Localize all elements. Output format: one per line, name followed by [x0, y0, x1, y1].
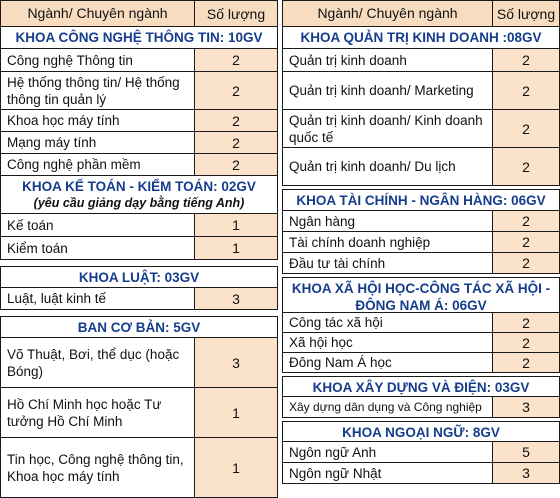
- row-name: Quản trị kinh doanh/ Kinh doanh quốc tế: [282, 110, 492, 147]
- section-title: KHOA QUẢN TRỊ KINH DOANH :08GV: [282, 27, 560, 49]
- section-title: KHOA XÃ HỘI HỌC-CÔNG TÁC XÃ HỘI - ĐÔNG NAM Á: 06GV: [282, 277, 560, 313]
- row-name: Hệ thống thông tin/ Hệ thống thông tin quản lý: [0, 72, 194, 109]
- row-count: 2: [194, 49, 278, 71]
- row-count: 3: [194, 288, 278, 309]
- table-row: [0, 49, 278, 72]
- table-row: [0, 72, 278, 110]
- row-count: 2: [492, 353, 560, 372]
- row-name: Công tác xã hội: [282, 313, 492, 332]
- row-count: 3: [492, 397, 560, 417]
- row-name: Hồ Chí Minh học hoặc Tư tưởng Hồ Chí Minh: [0, 388, 194, 437]
- table-row: [282, 253, 560, 274]
- row-count: 2: [492, 232, 560, 252]
- row-count: 3: [194, 338, 278, 387]
- row-name: Ngân hàng: [282, 211, 492, 231]
- row-count: 2: [492, 333, 560, 352]
- table-row: [0, 110, 278, 132]
- section-title: KHOA KẾ TOÁN - KIỂM TOÁN: 02GV: [22, 179, 256, 194]
- left-table: [0, 0, 278, 498]
- table-row: [282, 333, 560, 353]
- row-name: Xây dựng dân dụng và Công nghiệp: [282, 397, 492, 417]
- section-subtitle: (yêu cầu giảng dạy bằng tiếng Anh): [33, 196, 245, 210]
- row-count: 2: [194, 154, 278, 175]
- row-count: 2: [194, 110, 278, 131]
- table-row: [0, 154, 278, 176]
- table-row: [0, 214, 278, 237]
- row-name: Kiểm toán: [0, 237, 194, 259]
- table-row: [0, 288, 278, 310]
- table-row: [282, 442, 560, 463]
- header-row: [282, 1, 560, 27]
- table-row: [282, 313, 560, 333]
- row-name: Mạng máy tính: [0, 132, 194, 153]
- row-count: 2: [492, 148, 560, 185]
- row-count: 5: [492, 442, 560, 462]
- row-name: Luật, luật kinh tế: [0, 288, 194, 309]
- row-count: 1: [194, 214, 278, 236]
- row-name: Khoa học máy tính: [0, 110, 194, 131]
- row-name: Quản trị kinh doanh/ Du lịch: [282, 148, 492, 185]
- row-count: 2: [492, 313, 560, 332]
- row-name: Công nghệ Thông tin: [0, 49, 194, 71]
- header-name: Ngành/ Chuyên ngành: [282, 1, 492, 26]
- row-count: 2: [492, 49, 560, 71]
- row-count: 1: [194, 237, 278, 259]
- section-title: BAN CƠ BẢN: 5GV: [0, 316, 278, 338]
- row-name: Võ Thuật, Bơi, thể dục (hoặc Bóng): [0, 338, 194, 387]
- header-name: Ngành/ Chuyên ngành: [0, 1, 194, 26]
- table-row: [282, 211, 560, 232]
- table-row: [0, 338, 278, 388]
- table-row: [282, 148, 560, 186]
- row-name: Đông Nam Á học: [282, 353, 492, 372]
- right-table: [282, 0, 560, 484]
- row-count: 1: [194, 388, 278, 437]
- table-row: [0, 438, 278, 498]
- row-name: Quản trị kinh doanh: [282, 49, 492, 71]
- row-count: 2: [492, 110, 560, 147]
- table-row: [282, 463, 560, 484]
- row-name: Ngôn ngữ Nhật: [282, 463, 492, 483]
- header-count: Số lượng: [492, 1, 560, 26]
- row-name: Tin học, Công nghệ thông tin, Khoa học máy tính: [0, 438, 194, 497]
- section-title: KHOA LUẬT: 03GV: [0, 266, 278, 288]
- table-row: [282, 397, 560, 418]
- row-count: 2: [492, 253, 560, 273]
- row-count: 2: [194, 72, 278, 109]
- table-row: [282, 49, 560, 72]
- header-row: [0, 1, 278, 27]
- table-row: [0, 237, 278, 260]
- row-name: Đầu tư tài chính: [282, 253, 492, 273]
- table-row: [282, 232, 560, 253]
- row-name: Quản trị kinh doanh/ Marketing: [282, 72, 492, 109]
- section-title: KHOA NGOẠI NGỮ: 8GV: [282, 421, 560, 442]
- row-name: Tài chính doanh nghiệp: [282, 232, 492, 252]
- row-name: Ngôn ngữ Anh: [282, 442, 492, 462]
- table-row: [0, 132, 278, 154]
- row-name: Xã hội học: [282, 333, 492, 352]
- table-row: [0, 388, 278, 438]
- row-count: 3: [492, 463, 560, 483]
- row-count: 2: [194, 132, 278, 153]
- row-name: Kế toán: [0, 214, 194, 236]
- section-title: KHOA XÂY DỰNG VÀ ĐIỆN: 03GV: [282, 376, 560, 397]
- row-name: Công nghệ phần mềm: [0, 154, 194, 175]
- table-row: [282, 353, 560, 373]
- section-title: KHOA TÀI CHÍNH - NGÂN HÀNG: 06GV: [282, 189, 560, 211]
- row-count: 2: [492, 72, 560, 109]
- header-count: Số lượng: [194, 1, 278, 26]
- row-count: 2: [492, 211, 560, 231]
- table-row: [282, 72, 560, 110]
- row-count: 1: [194, 438, 278, 497]
- table-row: [282, 110, 560, 148]
- section-title: KHOA CÔNG NGHỆ THÔNG TIN: 10GV: [0, 27, 278, 49]
- section-title-block: [0, 176, 278, 214]
